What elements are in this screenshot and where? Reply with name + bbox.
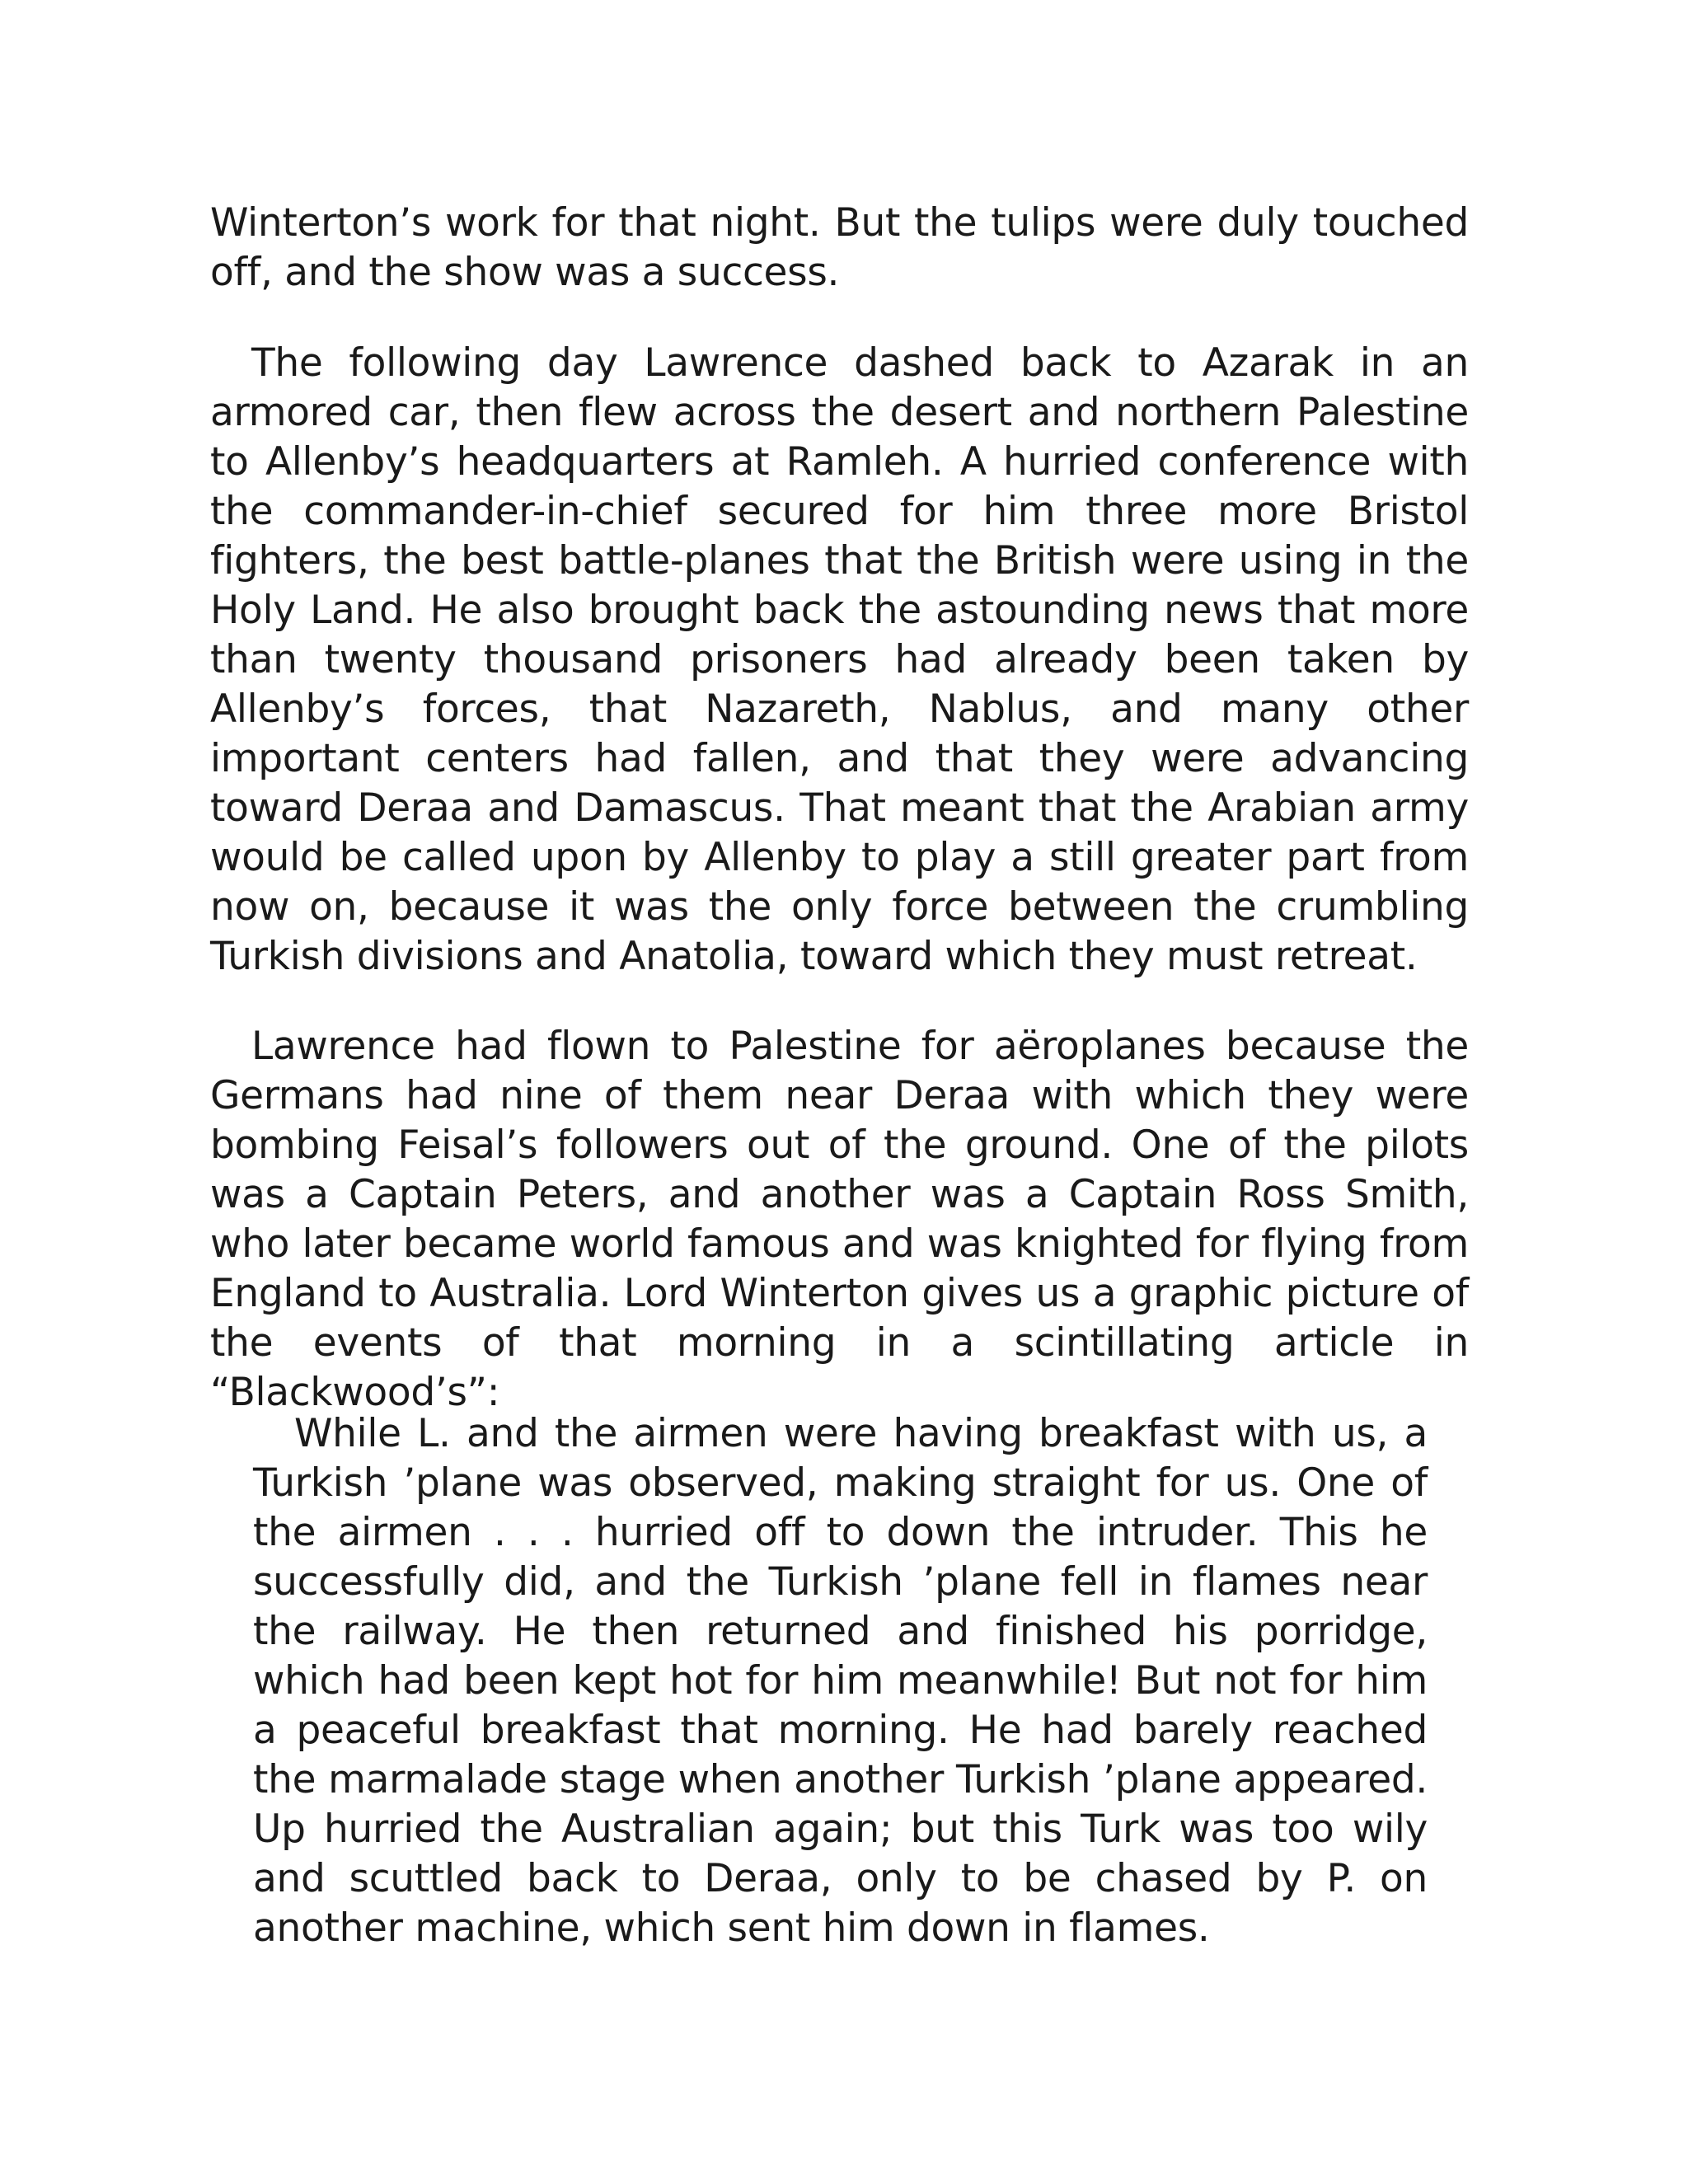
- paragraph-lawrence-ramleh: The following day Lawrence dashed back to Azarak in an armored car, then flew across the desert and northern Palestine to Allenby’s headquarters at Ramleh. A hurried conference with the commander-in-chief secured for him three more Bristol fighters, the best battle-planes that the British were using in the Holy Land. He also brought back the astounding news that more than twenty thousand prisoners had already been taken by Allenby’s forces, that Nazareth, Nablus, and many other important centers had fallen, and that they were advancing toward Deraa and Damascus. That meant that the Arabian army would be called upon by Allenby to play a still greater part from now on, because it was the only force between the crumbling Turkish divisions and Anatolia, toward which they must retreat.: [210, 340, 1469, 979]
- paragraph-aeroplanes: Lawrence had flown to Palestine for aëroplanes because the Germans had nine of them near Deraa with which they were bombing Feisal’s followers out of the ground. One of the pilots was a Captain Peters, and another was a Captain Ross Smith, who later became world famous and was knighted for flying from England to Australia. Lord Winterton gives us a graphic picture of the events of that morning in a scintillating article in “Blackwood’s”:: [210, 1024, 1469, 1415]
- block-quote-winterton: While L. and the airmen were having breakfast with us, a Turkish ’plane was observed, making straight for us. One of the airmen . . . hurried off to down the intruder. This he successfully did, and the Turkish ’plane fell in flames near the railway. He then returned and finished his porridge, which had been kept hot for him meanwhile! But not for him a peaceful breakfast that morning. He had barely reached the marmalade stage when another Turkish ’plane appeared. Up hurried the Australian again; but this Turk was too wily and scuttled back to Deraa, only to be chased by P. on another machine, which sent him down in flames.: [253, 1411, 1428, 1951]
- paragraph-continuation: Winterton’s work for that night. But the tulips were duly touched off, and the show was a success.: [210, 200, 1469, 295]
